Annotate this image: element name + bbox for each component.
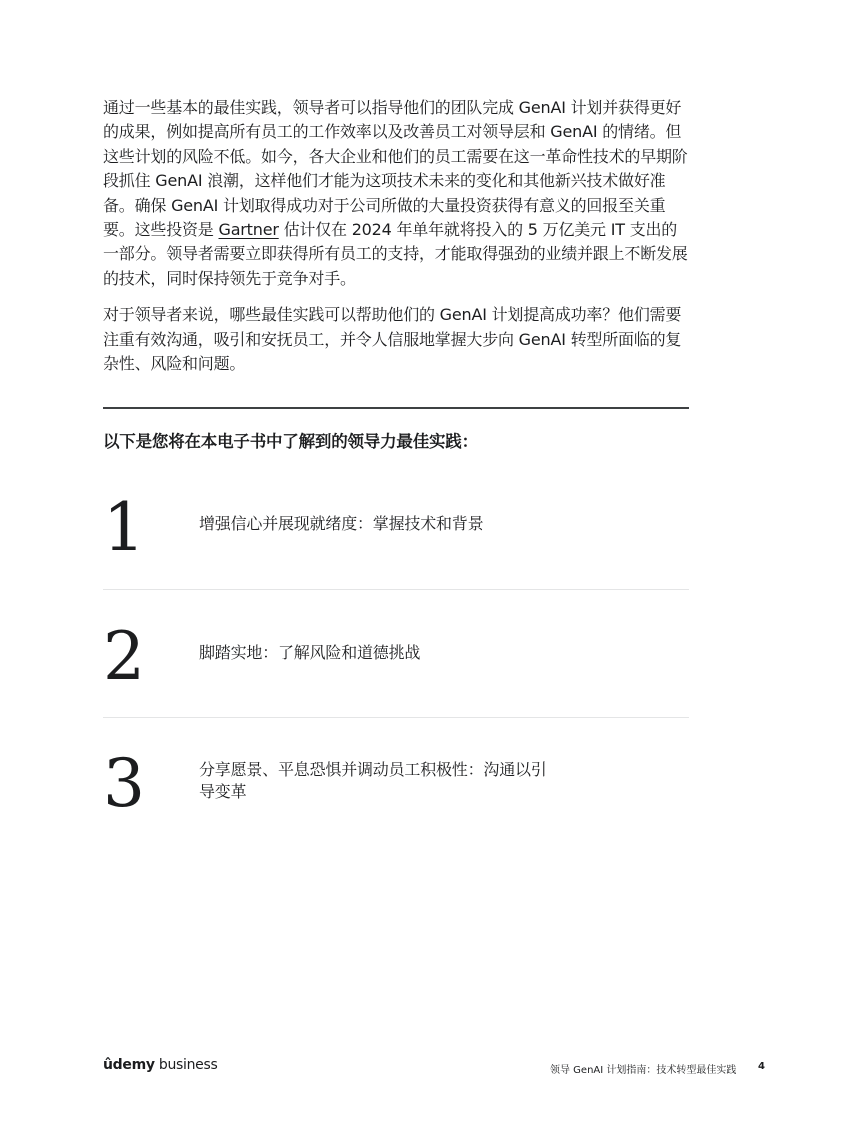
udemy-business-logo (103, 1057, 217, 1073)
practice-number: 3 (103, 745, 145, 822)
practice-title: 分享愿景、平息恐惧并调动员工积极性：沟通以引导变革 (199, 760, 547, 801)
practice-title: 增强信心并展现就绪度：掌握技术和背景 (199, 514, 484, 533)
question-paragraph: 对于领导者来说，哪些最佳实践可以帮助他们的 GenAI 计划提高成功率？他们需要注重有效沟通，吸引和安抚员工，并令人信服地掌握大步向 GenAI 转型所面临的复杂性、风险和问题。 (103, 305, 682, 374)
footer-doc-title: 领导 GenAI 计划指南：技术转型最佳实践 (550, 1065, 737, 1076)
section-divider (103, 407, 689, 409)
intro-paragraph (103, 96, 689, 291)
logo-suffix: business (154, 1057, 218, 1073)
intro-text-part-2: 估计仅在 2024 年单年就将投入的 5 万亿美元 IT 支出的一部分。领导者需要立即获得所有员工的支持，才能取得强劲的业绩并跟上不断发展的技术，同时保持领先于竞争对手。 (103, 220, 688, 288)
gartner-link[interactable]: Gartner (218, 220, 279, 240)
body-text (103, 96, 689, 388)
item-divider (103, 717, 689, 718)
practice-number: 2 (103, 618, 145, 695)
page-number: 4 (758, 1061, 765, 1072)
logo-brand: ûdemy (103, 1057, 155, 1073)
practice-number: 1 (103, 489, 145, 566)
practice-title: 脚踏实地：了解风险和道德挑战 (199, 643, 421, 662)
section-heading: 以下是您将在本电子书中了解到的领导力最佳实践： (103, 432, 478, 451)
intro-text-part-1: 通过一些基本的最佳实践，领导者可以指导他们的团队完成 GenAI 计划并获得更好的成果，例如提高所有员工的工作效率以及改善员工对领导层和 GenAI 的情绪。但这些计划的风险不低。如今，各大企业和他们的员工需要在这一革命性技术的早期阶段抓住 GenAI 浪潮，这样他们才能为这项技术未来的变化和其他新兴技术做好准备。确保 GenAI 计划取得成功对于公司所做的大量投资获得有意义的回报至关重要。这些投资是 (103, 98, 688, 240)
item-divider (103, 589, 689, 590)
